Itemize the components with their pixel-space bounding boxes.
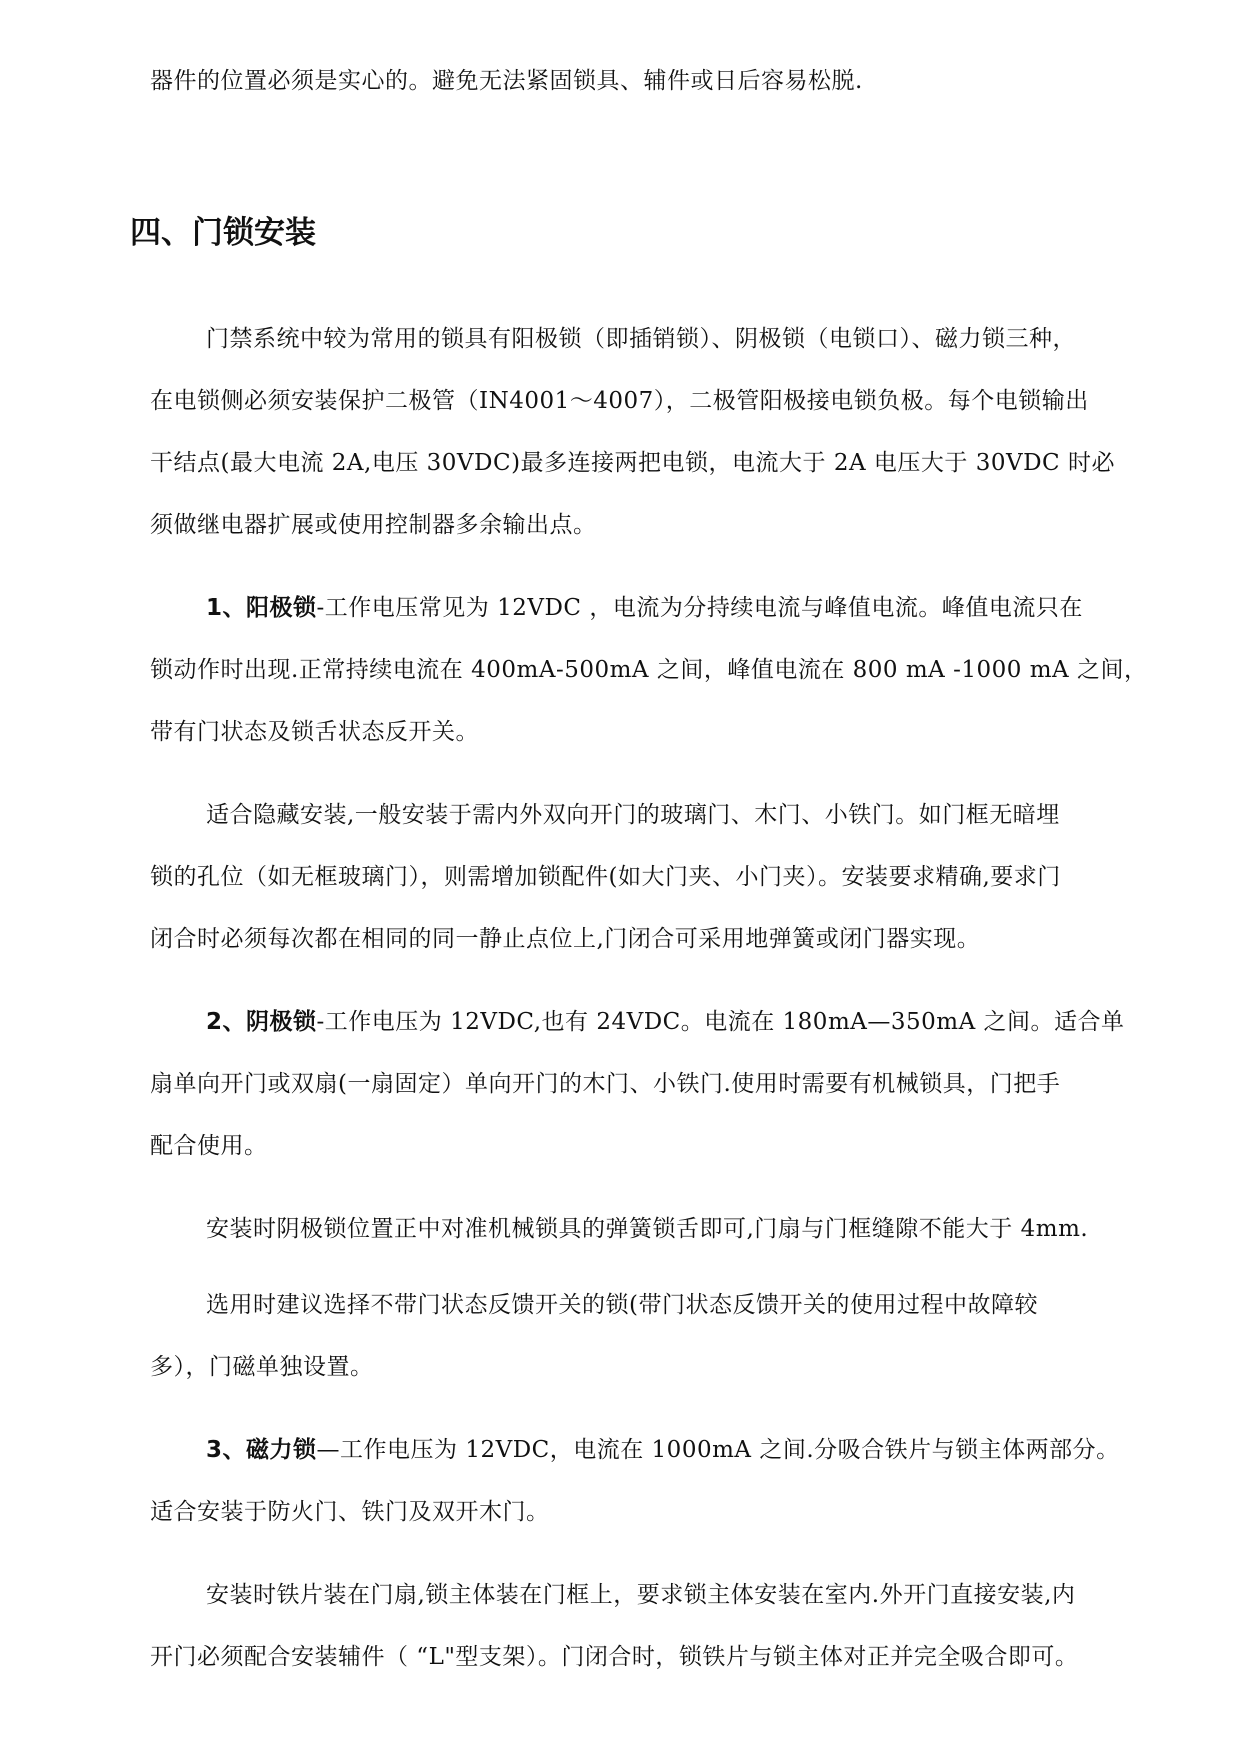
magnetic-line: 适合安装于防火门、铁门及双开木门。 — [150, 1499, 550, 1525]
magnetic-lock-label: 3、磁力锁 — [206, 1437, 317, 1463]
section-title: 四、门锁安装 — [130, 215, 316, 251]
cathode-line: 扇单向开门或双扇(一扇固定）单向开门的木门、小铁门.使用时需要有机械锁具，门把手 — [150, 1071, 1061, 1097]
intro-line: 干结点(最大电流 2A,电压 30VDC)最多连接两把电锁，电流大于 2A 电压大于 30VDC 时必 — [150, 450, 1115, 476]
cathode-first-line-text: -工作电压为 12VDC,也有 24VDC。电流在 180mA—350mA 之间。适合单 — [316, 1009, 1125, 1035]
cathode-install-line: 安装时阴极锁位置正中对准机械锁具的弹簧锁舌即可,门扇与门框缝隙不能大于 4mm. — [206, 1216, 1089, 1242]
anode-first-line — [206, 593, 1083, 623]
cathode-lock-label: 2、阴极锁 — [206, 1009, 317, 1035]
anode-first-line-text: -工作电压常见为 12VDC ，电流为分持续电流与峰值电流。峰值电流只在 — [316, 595, 1083, 621]
cathode-line: 配合使用。 — [150, 1133, 268, 1159]
intro-line: 在电锁侧必须安装保护二极管（IN4001～4007），二极管阳极接电锁负极。每个电锁输出 — [150, 388, 1089, 414]
anode-line: 锁动作时出现.正常持续电流在 400mA-500mA 之间，峰值电流在 800 mA -1000 mA 之间， — [150, 657, 1148, 683]
magnetic-install-line: 开门必须配合安装辅件（ “L"型支架）。门闭合时，锁铁片与锁主体对正并完全吸合即可。 — [150, 1644, 1079, 1670]
magnetic-install-line: 安装时铁片装在门扇,锁主体装在门框上，要求锁主体安装在室内.外开门直接安装,内 — [206, 1582, 1076, 1608]
top-line: 器件的位置必须是实心的。避免无法紧固锁具、辅件或日后容易松脱. — [150, 68, 863, 94]
cathode-first-line — [206, 1007, 1125, 1037]
anode-usage-line: 适合隐藏安装,一般安装于需内外双向开门的玻璃门、木门、小铁门。如门框无暗埋 — [206, 802, 1060, 828]
magnetic-first-line-text: —工作电压为 12VDC，电流在 1000mA 之间.分吸合铁片与锁主体两部分。 — [316, 1437, 1120, 1463]
anode-lock-label: 1、阳极锁 — [206, 595, 317, 621]
anode-usage-line: 锁的孔位（如无框玻璃门），则需增加锁配件(如大门夹、小门夹）。安装要求精确,要求门 — [150, 864, 1061, 890]
anode-line: 带有门状态及锁舌状态反开关。 — [150, 719, 479, 745]
cathode-advice-line: 选用时建议选择不带门状态反馈开关的锁(带门状态反馈开关的使用过程中故障较 — [206, 1292, 1038, 1318]
anode-usage-line: 闭合时必须每次都在相同的同一静止点位上,门闭合可采用地弹簧或闭门器实现。 — [150, 926, 981, 952]
magnetic-first-line — [206, 1435, 1120, 1465]
intro-line: 须做继电器扩展或使用控制器多余输出点。 — [150, 512, 597, 538]
intro-line: 门禁系统中较为常用的锁具有阳极锁（即插销锁）、阴极锁（电锁口）、磁力锁三种， — [206, 326, 1076, 352]
cathode-advice-line: 多），门磁单独设置。 — [150, 1354, 374, 1380]
